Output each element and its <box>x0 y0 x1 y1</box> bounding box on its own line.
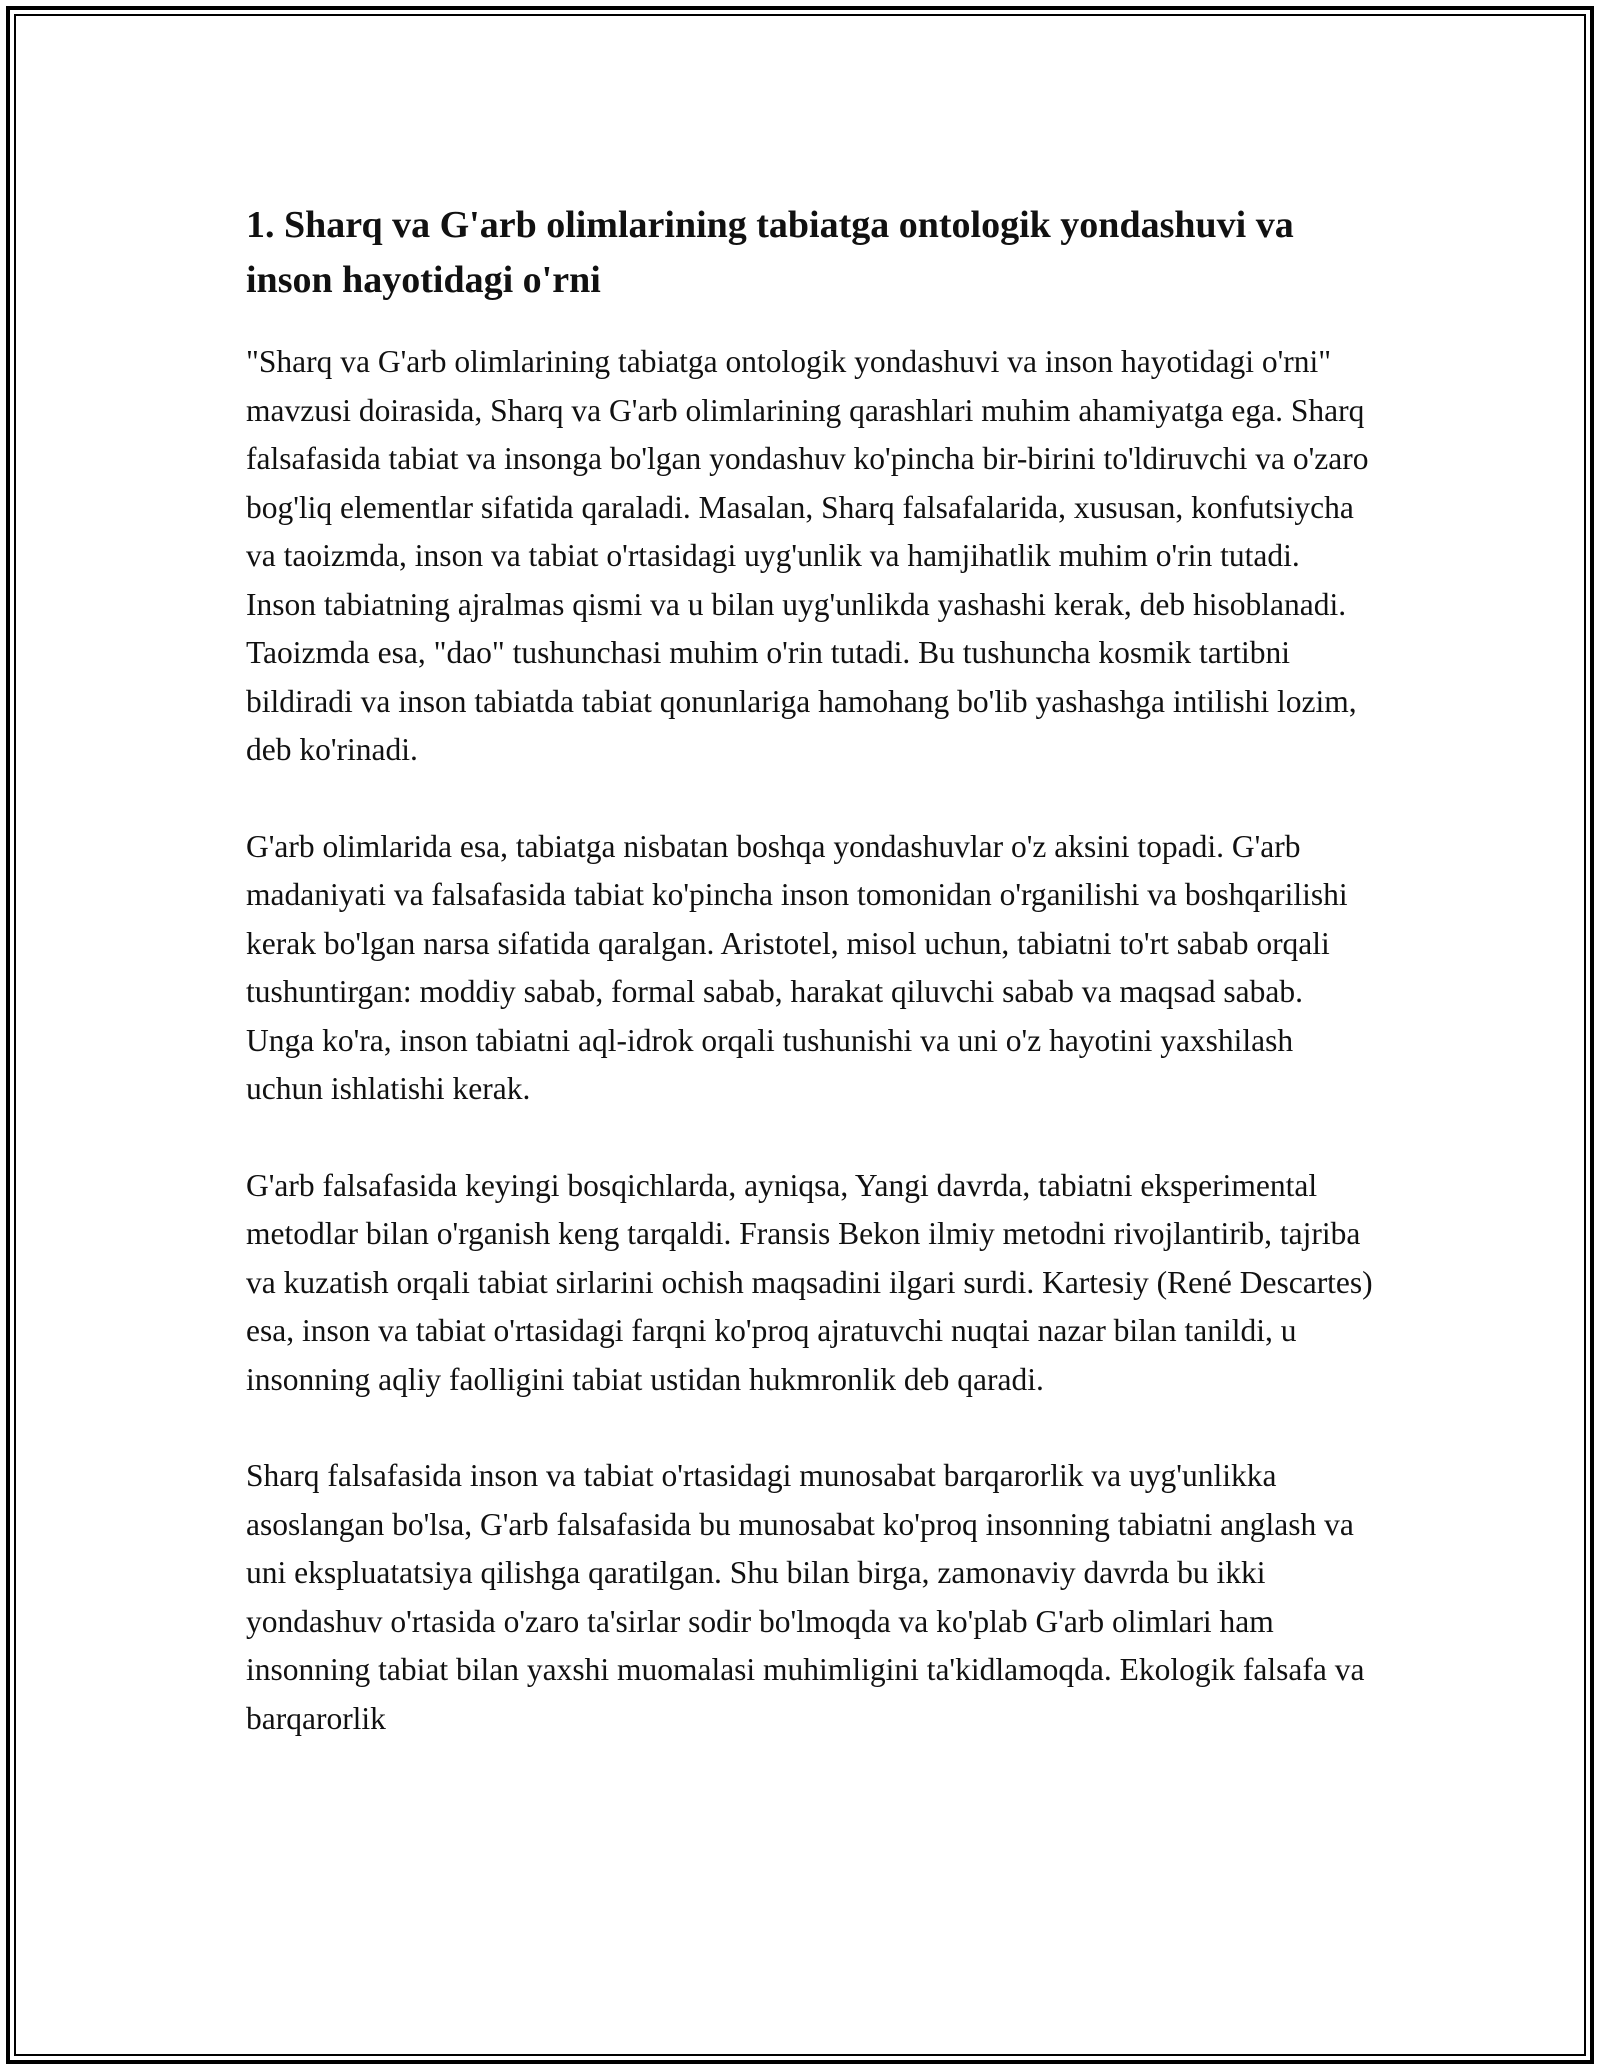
document-body <box>246 198 1376 1791</box>
paragraph-garb-approach: G'arb olimlarida esa, tabiatga nisbatan boshqa yondashuvlar o'z aksini topadi. G'arb madaniyati va falsafasida tabiat ko'pincha inson tomonidan o'rganilishi va boshqarilishi kerak bo'lgan narsa sifatida qaralgan. Aristotel, misol uchun, tabiatni to'rt sabab orqali tushuntirgan: moddiy sabab, formal sabab, harakat qiluvchi sabab va maqsad sabab. Unga ko'ra, inson tabiatni aql-idrok orqali tushunishi va uni o'z hayotini yaxshilash uchun ishlatishi kerak. <box>246 828 1348 1106</box>
paragraph-comparison: Sharq falsafasida inson va tabiat o'rtasidagi munosabat barqarorlik va uyg'unlikka asoslangan bo'lsa, G'arb falsafasida bu munosabat ko'proq insonning tabiatni anglash va uni ekspluatatsiya qilishga qaratilgan. Shu bilan birga, zamonaviy davrda bu ikki yondashuv o'rtasida o'zaro ta'sirlar sodir bo'lmoqda va ko'plab G'arb olimlari ham insonning tabiat bilan yaxshi muomalasi muhimligini ta'kidlamoqda. Ekologik falsafa va barqarorlik <box>246 1458 1365 1736</box>
paragraph-sharq-intro: "Sharq va G'arb olimlarining tabiatga ontologik yondashuvi va inson hayotidagi o'rni" mavzusi doirasida, Sharq va G'arb olimlarining qarashlari muhim ahamiyatga ega. Sharq falsafasida tabiat va insonga bo'lgan yondashuv ko'pincha bir-birini to'ldiruvchi va o'zaro bog'liq elementlar sifatida qaraladi. Masalan, Sharq falsafalarida, xususan, konfutsiycha va taoizmda, inson va tabiat o'rtasidagi uyg'unlik va hamjihatlik muhim o'rin tutadi. Inson tabiatning ajralmas qismi va u bilan uyg'unlikda yashashi kerak, deb hisoblanadi. Taoizmda esa, "dao" tushunchasi muhim o'rin tutadi. Bu tushuncha kosmik tartibni bildiradi va inson tabiatda tabiat qonunlariga hamohang bo'lib yashashga intilishi lozim, deb ko'rinadi. <box>246 344 1369 767</box>
page-border <box>6 6 1594 2064</box>
section-heading: 1. Sharq va G'arb olimlarining tabiatga ontologik yondashuvi va inson hayotidagi o'rni <box>246 204 1294 301</box>
paragraph-garb-new-era: G'arb falsafasida keyingi bosqichlarda, ayniqsa, Yangi davrda, tabiatni eksperimental metodlar bilan o'rganish keng tarqaldi. Fransis Bekon ilmiy metodni rivojlantirib, tajriba va kuzatish orqali tabiat sirlarini ochish maqsadini ilgari surdi. Kartesiy (René Descartes) esa, inson va tabiat o'rtasidagi farqni ko'proq ajratuvchi nuqtai nazar bilan tanildi, u insonning aqliy faolligini tabiat ustidan hukmronlik deb qaradi. <box>246 1167 1373 1397</box>
